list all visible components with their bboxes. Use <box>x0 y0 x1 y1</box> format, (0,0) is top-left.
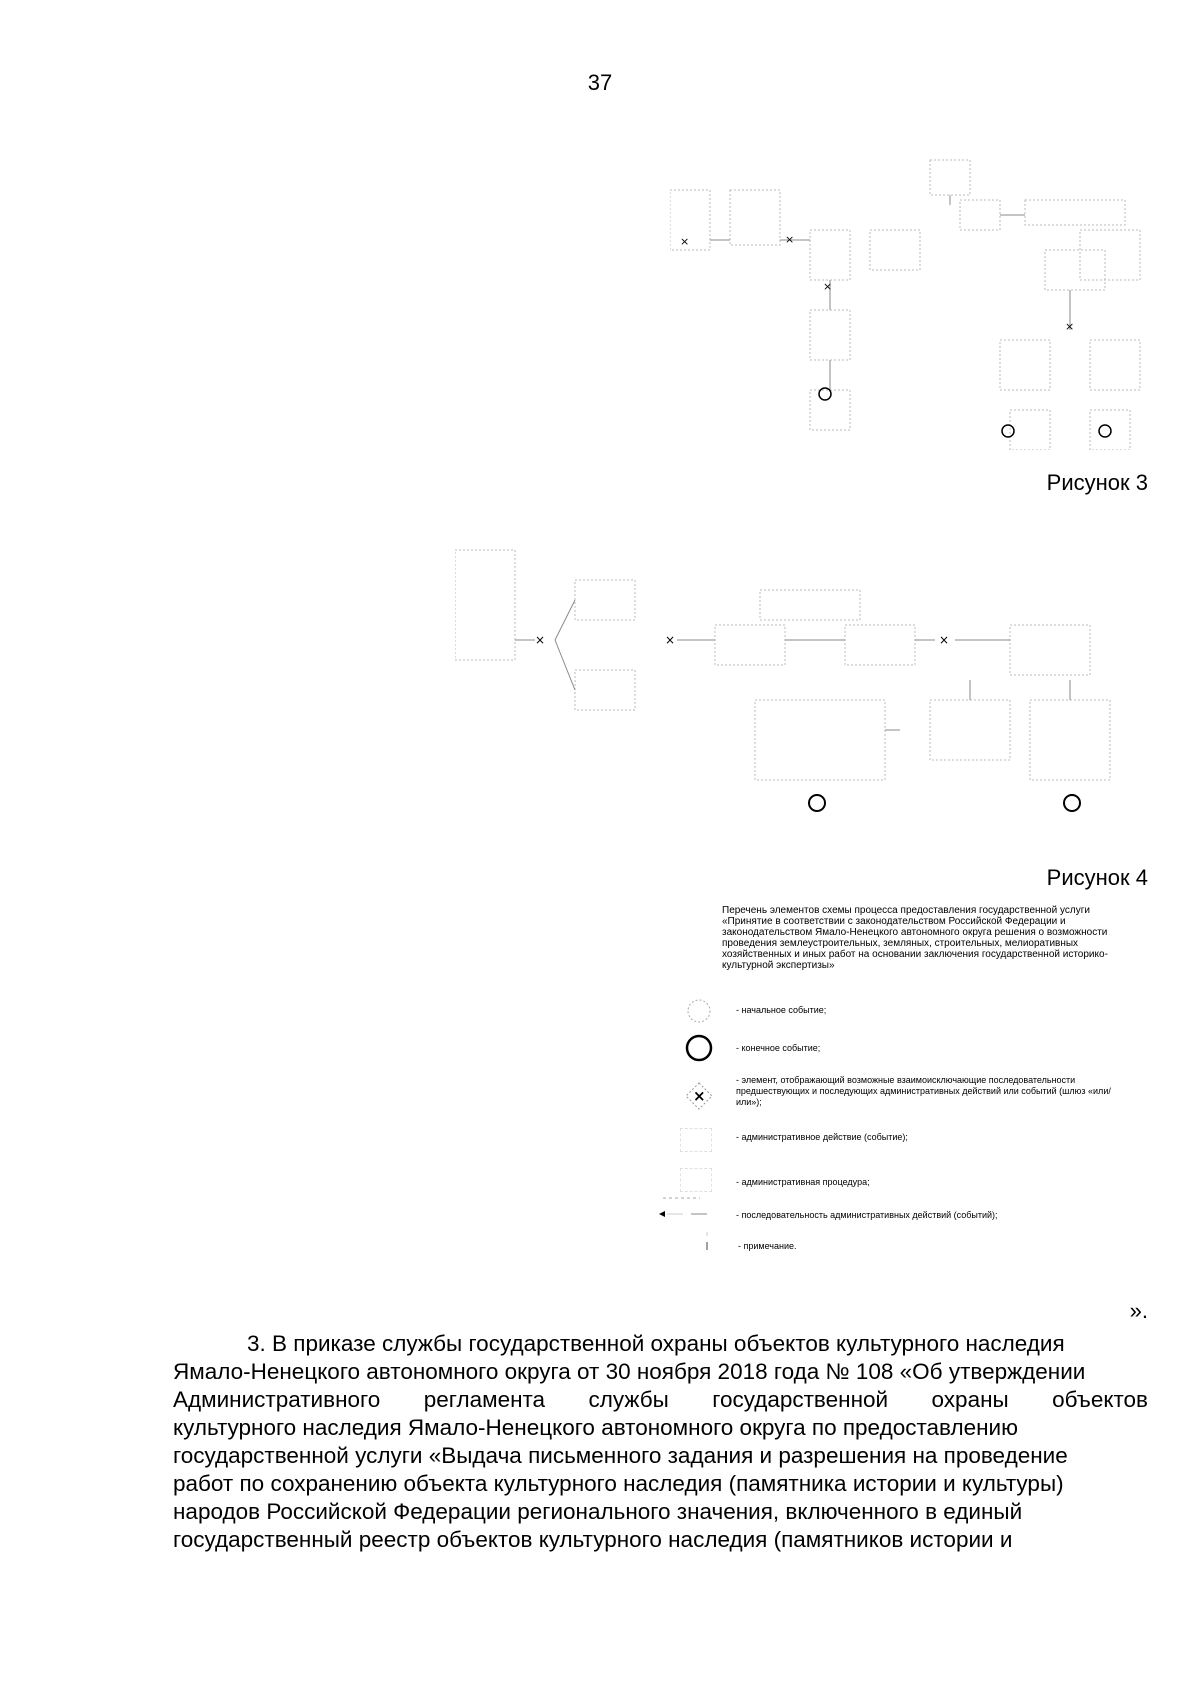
admin-procedure-icon <box>680 1168 712 1192</box>
body-paragraph <box>173 1330 1148 1554</box>
gateway-icon <box>684 1081 714 1111</box>
paragraph-line: государственный реестр объектов культурного наследия (памятников истории и <box>173 1527 1013 1552</box>
figure-4-end-event-2 <box>1061 792 1083 814</box>
svg-text:×: × <box>535 633 546 647</box>
figure-4-diagram <box>455 540 1155 860</box>
figure-4-end-event-1 <box>806 792 828 814</box>
paragraph-line: народов Российской Федерации регионального значения, включенного в единый <box>173 1499 1023 1524</box>
closing-quote: ». <box>1129 1298 1148 1323</box>
paragraph-line: 3. В приказе службы государственной охраны объектов культурного наследия <box>247 1331 1065 1356</box>
legend-title: Перечень элементов схемы процесса предоставления государственной услуги «Принятие в соответствии с законодательством Российской Федерации и законодательством Ямало-Ненецкого автономного округа решения о возможности проведения землеустроительных, земляных, строительных, мелиоративных хозяйственных и иных работ на основании заключения государственной историко-культурной экспертизы» <box>722 905 1108 971</box>
paragraph-line: Ямало-Ненецкого автономного округа от 30 ноября 2018 года № 108 «Об утверждении <box>173 1359 1086 1384</box>
legend-item-annotation: - примечание. <box>738 1241 797 1251</box>
paragraph-line: государственной услуги «Выдача письменного задания и разрешения на проведение <box>173 1443 1068 1468</box>
figure-3-caption: Рисунок 3 <box>1046 470 1148 495</box>
legend-item-admin-procedure: - административная процедура; <box>736 1177 870 1187</box>
legend-item-end-event: - конечное событие; <box>736 1043 821 1053</box>
admin-action-icon <box>680 1128 712 1152</box>
paragraph-line: Административного регламента службы государственной охраны объектов <box>173 1387 1148 1412</box>
legend-item-admin-action: - административное действие (событие); <box>736 1132 908 1142</box>
paragraph-line: культурного наследия Ямало-Ненецкого автономного округа по предоставлению <box>173 1415 1018 1440</box>
svg-text:×: × <box>1065 320 1075 333</box>
svg-text:×: × <box>823 280 833 293</box>
figure-3-end-event-3 <box>1097 423 1113 439</box>
annotation-icon <box>700 1230 714 1252</box>
figure-3-end-event-2 <box>1000 423 1016 439</box>
page-number: 37 <box>587 70 613 95</box>
figure-4-caption: Рисунок 4 <box>1046 865 1148 890</box>
legend-item-gateway: - элемент, отображающий возможные взаимоисключающие последовательности предшествующих и последующих административных действий или событий (шлюз «или/или»); <box>736 1075 1111 1107</box>
figure-3-diagram <box>670 130 1150 450</box>
svg-text:×: × <box>665 633 676 647</box>
start-event-icon <box>685 997 713 1025</box>
figure-3-end-event-1 <box>817 386 833 402</box>
paragraph-line: работ по сохранению объекта культурного наследия (памятника истории и культуры) <box>173 1471 1064 1496</box>
end-event-icon <box>684 1033 714 1063</box>
sequence-arrow-icon <box>655 1192 725 1220</box>
svg-text:×: × <box>785 233 795 246</box>
svg-text:×: × <box>680 235 690 248</box>
legend-item-sequence-arrow: - последовательность административных действий (событий); <box>736 1210 998 1220</box>
legend-item-start-event: - начальное событие; <box>736 1005 827 1015</box>
svg-text:×: × <box>693 1087 706 1105</box>
svg-text:×: × <box>939 633 950 647</box>
